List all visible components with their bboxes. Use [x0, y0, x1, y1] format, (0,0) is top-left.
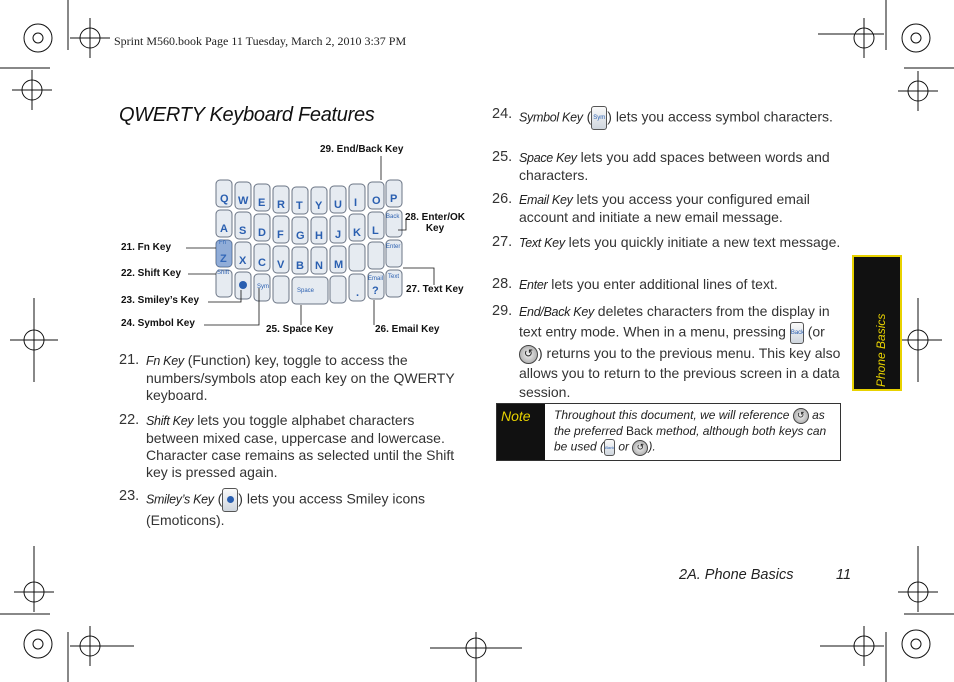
key-text-label: Text	[388, 274, 400, 280]
svg-text:Y: Y	[315, 200, 323, 212]
svg-text:B: B	[296, 260, 304, 272]
callout-shift: 22. Shift Key	[121, 268, 182, 279]
list-item-27: 27. Text Key lets you quickly initiate a new text message.	[492, 234, 841, 250]
svg-text:D: D	[258, 227, 266, 239]
callout-end-back: 29. End/Back Key	[320, 144, 404, 155]
svg-text:Q: Q	[220, 193, 229, 205]
key-space-label: Space	[297, 288, 315, 294]
sym-key-icon: Sym	[591, 106, 607, 130]
callout-text: 27. Text Key	[406, 284, 464, 295]
svg-text:O: O	[372, 195, 381, 207]
key-back-label: Back	[386, 214, 400, 220]
list-item-24: 24. Symbol Key ( Sym ) lets you access symbol characters.	[519, 106, 841, 130]
callout-symbol: 24. Symbol Key	[121, 318, 195, 329]
svg-text:F: F	[277, 229, 284, 241]
svg-text:S: S	[239, 225, 247, 237]
svg-text:C: C	[258, 257, 266, 269]
callout-smiley: 23. Smiley’s Key	[121, 295, 200, 306]
note-label: Note	[497, 404, 545, 460]
side-tab-label: Phone Basics	[874, 313, 888, 387]
list-item-21: 21. Fn Key (Function) key, toggle to access the numbers/symbols atop each key on the QWERTY keyboard.	[119, 352, 455, 403]
back-circle-icon: ↺	[632, 440, 648, 456]
key-enter-label: Enter	[386, 244, 401, 250]
keyboard-illustration	[116, 140, 476, 340]
callout-enter-ok: 28. Enter/OK Key	[404, 212, 466, 234]
svg-text:U: U	[334, 199, 342, 211]
smiley-key-icon	[222, 488, 238, 512]
svg-text:T: T	[296, 200, 303, 212]
list-item-25: 25. Space Key lets you add spaces between words and characters.	[492, 149, 830, 183]
svg-text:.: .	[356, 287, 360, 299]
svg-text:V: V	[277, 259, 285, 271]
svg-text:G: G	[296, 230, 305, 242]
callout-email: 26. Email Key	[375, 324, 440, 335]
svg-text:L: L	[372, 225, 379, 237]
svg-text:H: H	[315, 230, 323, 242]
keyboard-diagram	[116, 140, 476, 340]
svg-text:X: X	[239, 255, 247, 267]
back-circle-icon: ↺	[519, 345, 538, 364]
back-key-icon: Back	[790, 322, 804, 344]
svg-text:M: M	[334, 259, 344, 271]
footer-section-name: 2A. Phone Basics	[679, 567, 794, 583]
svg-text:J: J	[335, 229, 342, 241]
key-shift-label: Shift	[217, 270, 230, 276]
svg-text:?: ?	[372, 285, 379, 297]
footer-page-number: 11	[836, 567, 852, 583]
list-item-22: 22. Shift Key lets you toggle alphabet characters between mixed case, uppercase and lowercase. Character case remains as selected until the Shift key is pressed again.	[119, 412, 455, 480]
key-sym-label: Sym	[257, 284, 269, 290]
svg-text:W: W	[238, 195, 249, 207]
svg-text:N: N	[315, 260, 323, 272]
svg-text:R: R	[277, 199, 285, 211]
callout-space: 25. Space Key	[266, 324, 334, 335]
print-header: Sprint M560.book Page 11 Tuesday, March 2, 2010 3:37 PM	[114, 34, 407, 48]
list-item-29: 29. End/Back Key deletes characters from the display in text entry mode. When in a menu, pressing Back (or ↺ ) returns you to the previous menu. This key also allows you to return to the previous screen in a data session.	[492, 303, 841, 400]
list-item-26: 26. Email Key lets you access your configured email account and initiate a new email message.	[492, 191, 810, 225]
svg-text:I: I	[354, 197, 358, 209]
note-box	[496, 403, 841, 461]
list-item-28: 28. Enter lets you enter additional lines of text.	[492, 276, 778, 292]
svg-text:K: K	[353, 227, 361, 239]
back-circle-icon: ↺	[793, 408, 809, 424]
back-key-icon: Back	[604, 439, 615, 456]
svg-text:A: A	[220, 223, 228, 235]
note-text: Throughout this document, we will reference ↺ as the preferred Back method, although both keys can be used (Back or ↺ ).	[554, 408, 834, 456]
svg-text:E: E	[258, 197, 266, 209]
key-email-label: Email	[368, 276, 384, 282]
callout-fn: 21. Fn Key	[121, 242, 172, 253]
section-title: QWERTY Keyboard Features	[119, 104, 375, 126]
svg-text:P: P	[390, 193, 398, 205]
list-item-23: 23. Smiley’s Key ( ) lets you access Smiley icons (Emoticons).	[119, 488, 426, 528]
side-tab	[852, 255, 902, 391]
